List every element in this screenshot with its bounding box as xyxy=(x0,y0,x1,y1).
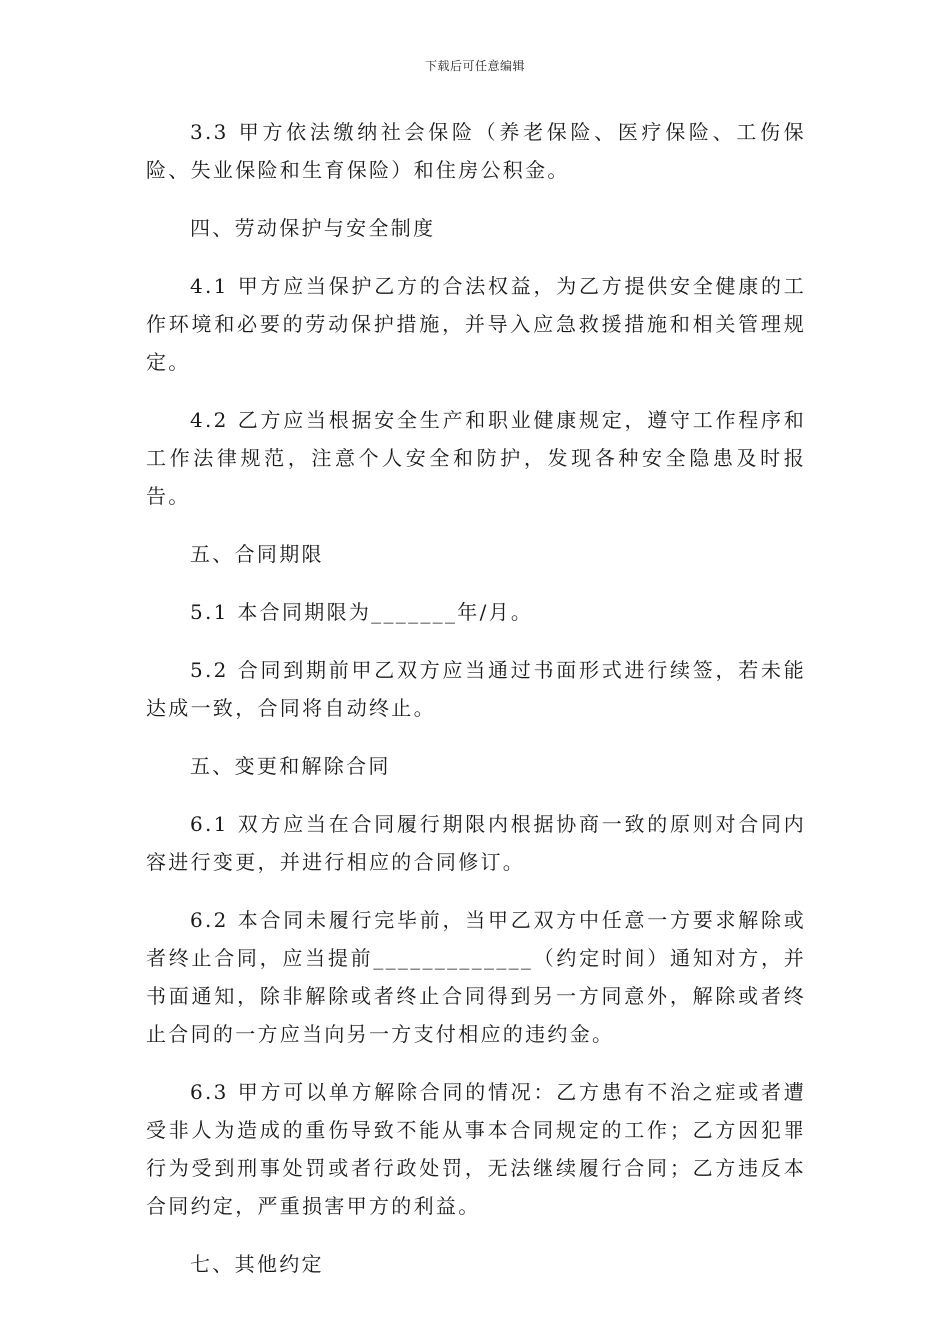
section-heading-7: 七、其他约定 xyxy=(190,1252,324,1276)
clause-5-1: 5.1 本合同期限为_______年/月。 xyxy=(190,600,534,624)
clause-6-2: 6.2 本合同未履行完毕前，当甲乙双方中任意一方要求解除或者终止合同，应当提前_____________（约定时间）通知对方，并书面通知，除非解除或者终止合同得到另一方同意外，解除或者终止合同的一方应当向另一方支付相应的违约金。 xyxy=(146,908,806,1046)
clause-3-3: 3.3 甲方依法缴纳社会保险（养老保险、医疗保险、工伤保险、失业保险和生育保险）和住房公积金。 xyxy=(146,120,806,182)
clause-6-3: 6.3 甲方可以单方解除合同的情况：乙方患有不治之症或者遭受非人为造成的重伤导致不能从事本合同规定的工作；乙方因犯罪行为受到刑事处罚或者行政处罚，无法继续履行合同；乙方违反本合同约定，严重损害甲方的利益。 xyxy=(146,1080,806,1218)
section-heading-5: 五、合同期限 xyxy=(190,542,324,566)
clause-5-2: 5.2 合同到期前甲乙双方应当通过书面形式进行续签，若未能达成一致，合同将自动终止。 xyxy=(146,658,806,720)
page-header-note: 下载后可任意编辑 xyxy=(424,59,525,73)
section-heading-4: 四、劳动保护与安全制度 xyxy=(190,216,436,240)
clause-4-2: 4.2 乙方应当根据安全生产和职业健康规定，遵守工作程序和工作法律规范，注意个人安全和防护，发现各种安全隐患及时报告。 xyxy=(146,408,806,508)
section-heading-6: 五、变更和解除合同 xyxy=(190,754,391,778)
clause-6-1: 6.1 双方应当在合同履行期限内根据协商一致的原则对合同内容进行变更，并进行相应的合同修订。 xyxy=(146,812,806,874)
contract-body xyxy=(146,113,806,1303)
clause-4-1: 4.1 甲方应当保护乙方的合法权益，为乙方提供安全健康的工作环境和必要的劳动保护措施，并导入应急救援措施和相关管理规定。 xyxy=(146,274,806,374)
